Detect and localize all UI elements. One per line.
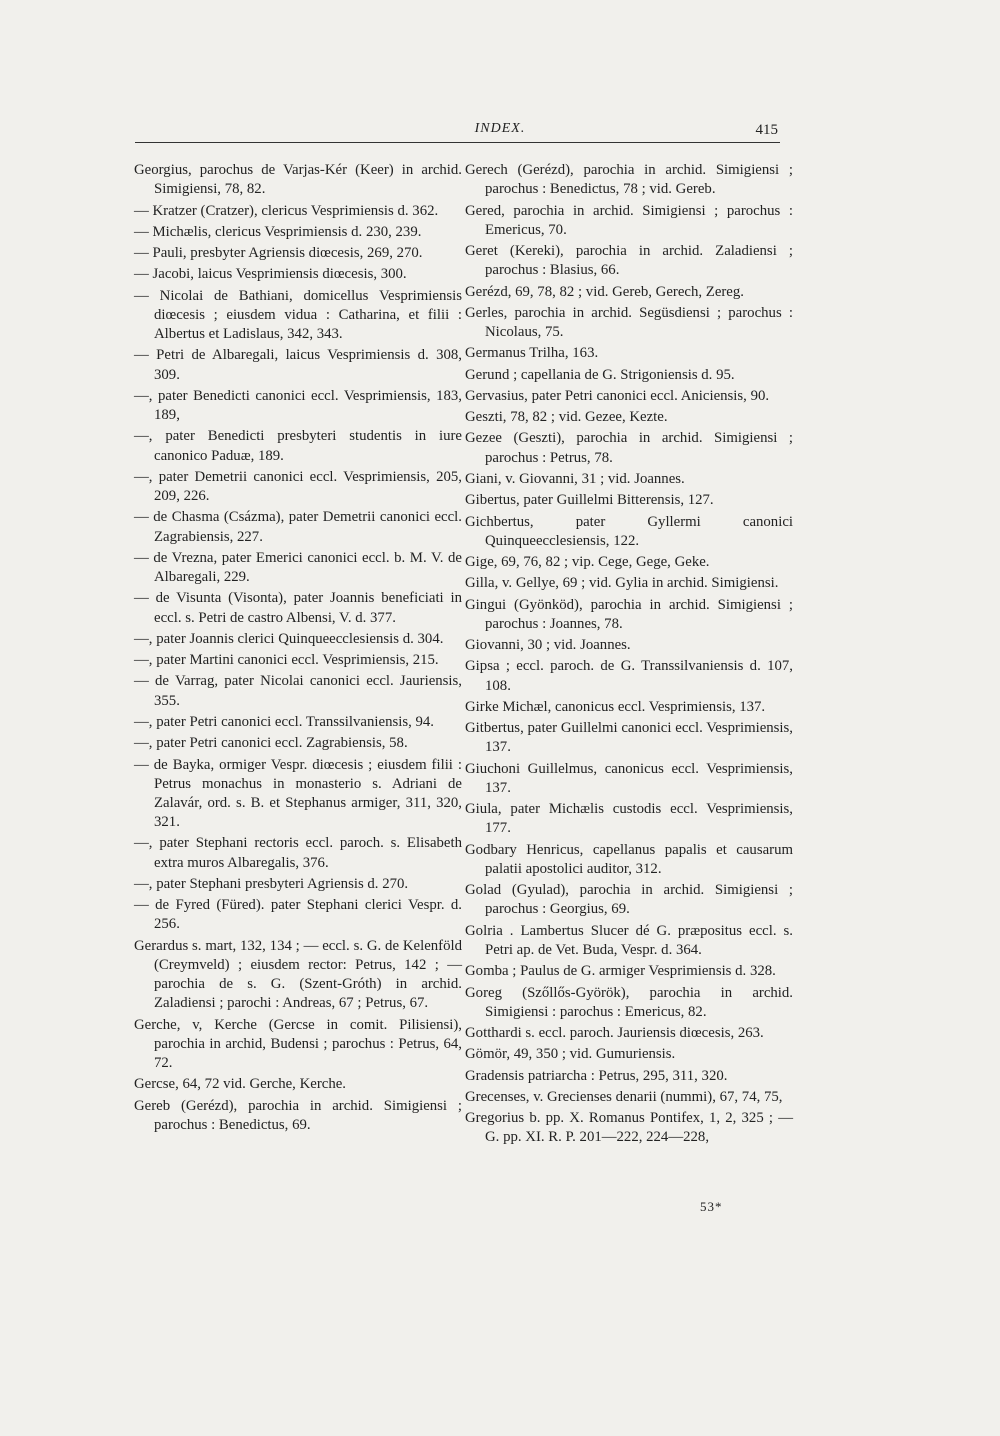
index-entry: Giuchoni Guillelmus, canonicus eccl. Vesprimiensis, 137. <box>465 760 793 796</box>
index-entry: Goreg (Szőllős-Györök), parochia in archid. Simigiensi : parochus : Emericus, 82. <box>465 984 793 1020</box>
index-entry: —, pater Benedicti canonici eccl. Vesprimiensis, 183, 189, <box>134 387 462 424</box>
index-entry: Grecenses, v. Grecienses denarii (nummi), 67, 74, 75, <box>465 1088 783 1105</box>
index-entry: — Jacobi, laicus Vesprimiensis diœcesis, 300. <box>134 266 407 283</box>
index-entry: — Petri de Albaregali, laicus Vesprimiensis d. 308, 309. <box>134 347 462 383</box>
index-entry: —, pater Petri canonici eccl. Transsilvaniensis, 94. <box>134 713 434 730</box>
right-index-column <box>465 161 793 1150</box>
index-entry: Giovanni, 30 ; vid. Joannes. <box>465 637 631 654</box>
index-entry: Gerche, v, Kerche (Gercse in comit. Pilisiensi), parochia in archid, Budensi ; parochus : Petrus, 64, 72. <box>134 1016 462 1072</box>
index-entry: Gered, parochia in archid. Simigiensi ; parochus : Emericus, 70. <box>465 202 793 238</box>
index-entry: Gichbertus, pater Gyllermi canonici Quinqueecclesiensis, 122. <box>465 513 793 549</box>
index-entry: Georgius, parochus de Varjas-Kér (Keer) in archid. Simigiensi, 78, 82. <box>134 162 462 198</box>
index-entry: Golad (Gyulad), parochia in archid. Simigiensi ; parochus : Georgius, 69. <box>465 882 793 918</box>
index-entry: Geszti, 78, 82 ; vid. Gezee, Kezte. <box>465 409 668 426</box>
index-entry: Gerézd, 69, 78, 82 ; vid. Gereb, Gerech, Zereg. <box>465 283 744 300</box>
index-entry: — Michælis, clericus Vesprimiensis d. 230, 239. <box>134 223 422 240</box>
index-entry: —, pater Petri canonici eccl. Zagrabiensis, 58. <box>134 735 408 752</box>
index-entry: —, pater Joannis clerici Quinqueecclesiensis d. 304. <box>134 630 444 647</box>
index-entry: — Pauli, presbyter Agriensis diœcesis, 269, 270. <box>134 245 423 262</box>
index-entry: — Kratzer (Cratzer), clericus Vesprimiensis d. 362. <box>134 202 439 219</box>
index-entry: Gotthardi s. eccl. paroch. Jauriensis diœcesis, 263. <box>465 1025 764 1042</box>
index-entry: — de Vrezna, pater Emerici canonici eccl. b. M. V. de Albaregali, 229. <box>134 549 462 586</box>
index-entry: Gilla, v. Gellye, 69 ; vid. Gylia in archid. Simigiensi. <box>465 575 779 592</box>
index-entry: — Nicolai de Bathiani, domicellus Vesprimiensis diœcesis ; eiusdem vidua : Catharina, et filii : Albertus et Ladislaus, 342, 343. <box>134 287 462 343</box>
index-entry: Gitbertus, pater Guillelmi canonici eccl. Vesprimiensis, 137. <box>465 720 793 756</box>
index-entry: Gerardus s. mart, 132, 134 ; — eccl. s. G. de Kelenföld (Creymveld) ; eiusdem rector: Petrus, 142 ; — parochia de s. G. (Szent-Gróth) in archid. Zaladiensi ; parochi : Andreas, 67 ; Petrus, 67. <box>134 937 462 1012</box>
index-entry: Gingui (Gyönköd), parochia in archid. Simigiensi ; parochus : Joannes, 78. <box>465 596 793 632</box>
index-entry: Gibertus, pater Guillelmi Bitterensis, 127. <box>465 492 714 509</box>
index-entry: —, pater Stephani rectoris eccl. paroch. s. Elisabeth extra muros Albaregalis, 376. <box>134 835 462 871</box>
page-number: 415 <box>755 122 778 138</box>
header-rule <box>135 142 780 143</box>
running-head-title: INDEX. <box>474 121 526 136</box>
index-entry: —, pater Demetrii canonici eccl. Vesprimiensis, 205, 209, 226. <box>134 468 462 505</box>
index-entry: Gervasius, pater Petri canonici eccl. Aniciensis, 90. <box>465 387 770 404</box>
index-entry: Gregorius b. pp. X. Romanus Pontifex, 1, 2, 325 ; — G. pp. XI. R. P. 201—222, 224—228, <box>465 1110 793 1146</box>
index-entry: Gerund ; capellania de G. Strigoniensis d. 95. <box>465 366 735 383</box>
index-entry: —, pater Stephani presbyteri Agriensis d. 270. <box>134 875 409 892</box>
signature-mark: 53* <box>700 1199 723 1214</box>
index-entry: — de Chasma (Csázma), pater Demetrii canonici eccl. Zagrabiensis, 227. <box>134 509 462 545</box>
index-entry: — de Fyred (Füred). pater Stephani clerici Vespr. d. 256. <box>134 897 462 933</box>
index-entry: Gradensis patriarcha : Petrus, 295, 311, 320. <box>465 1067 728 1084</box>
index-entry: —, pater Benedicti presbyteri studentis in iure canonico Paduæ, 189. <box>134 428 462 464</box>
index-entry: Geret (Kereki), parochia in archid. Zaladiensi ; parochus : Blasius, 66. <box>465 243 793 279</box>
index-entry: Giula, pater Michælis custodis eccl. Vesprimiensis, 177. <box>465 801 793 837</box>
index-entry: — de Varrag, pater Nicolai canonici eccl. Jauriensis, 355. <box>134 673 462 709</box>
index-entry: Gezee (Geszti), parochia in archid. Simigiensi ; parochus : Petrus, 78. <box>465 430 793 466</box>
index-entry: Gercse, 64, 72 vid. Gerche, Kerche. <box>134 1076 346 1093</box>
index-entry: Gomba ; Paulus de G. armiger Vesprimiensis d. 328. <box>465 963 776 980</box>
index-entry: Godbary Henricus, capellanus papalis et causarum palatii apostolici auditor, 312. <box>465 841 793 877</box>
index-entry: Gipsa ; eccl. paroch. de G. Transsilvaniensis d. 107, 108. <box>465 658 793 694</box>
index-entry: Gerles, parochia in archid. Següsdiensi ; parochus : Nicolaus, 75. <box>465 304 793 340</box>
index-entry: Gömör, 49, 350 ; vid. Gumuriensis. <box>465 1046 676 1063</box>
index-entry: Gerech (Gerézd), parochia in archid. Simigiensi ; parochus : Benedictus, 78 ; vid. Gereb. <box>465 162 793 198</box>
left-index-column <box>134 161 462 1137</box>
index-entry: Gereb (Gerézd), parochia in archid. Simigiensi ; parochus : Benedictus, 69. <box>134 1097 462 1133</box>
index-entry: —, pater Martini canonici eccl. Vesprimiensis, 215. <box>134 652 439 669</box>
index-entry: Giani, v. Giovanni, 31 ; vid. Joannes. <box>465 470 685 487</box>
index-entry: — de Visunta (Visonta), pater Joannis beneficiati in eccl. s. Petri de castro Albensi, V. d. 377. <box>134 590 462 626</box>
index-entry: Gige, 69, 76, 82 ; vip. Cege, Gege, Geke. <box>465 554 710 571</box>
index-entry: Girke Michæl, canonicus eccl. Vesprimiensis, 137. <box>465 698 766 715</box>
index-entry: Germanus Trilha, 163. <box>465 345 599 362</box>
index-entry: Golria . Lambertus Slucer dé G. præpositus eccl. s. Petri ap. de Vet. Buda, Vespr. d. 364. <box>465 922 793 958</box>
index-entry: — de Bayka, ormiger Vespr. diœcesis ; eiusdem filii : Petrus monachus in monasterio s. Adriani de Zalavár, ord. s. B. et Stephanus armiger, 311, 320, 321. <box>134 756 462 831</box>
